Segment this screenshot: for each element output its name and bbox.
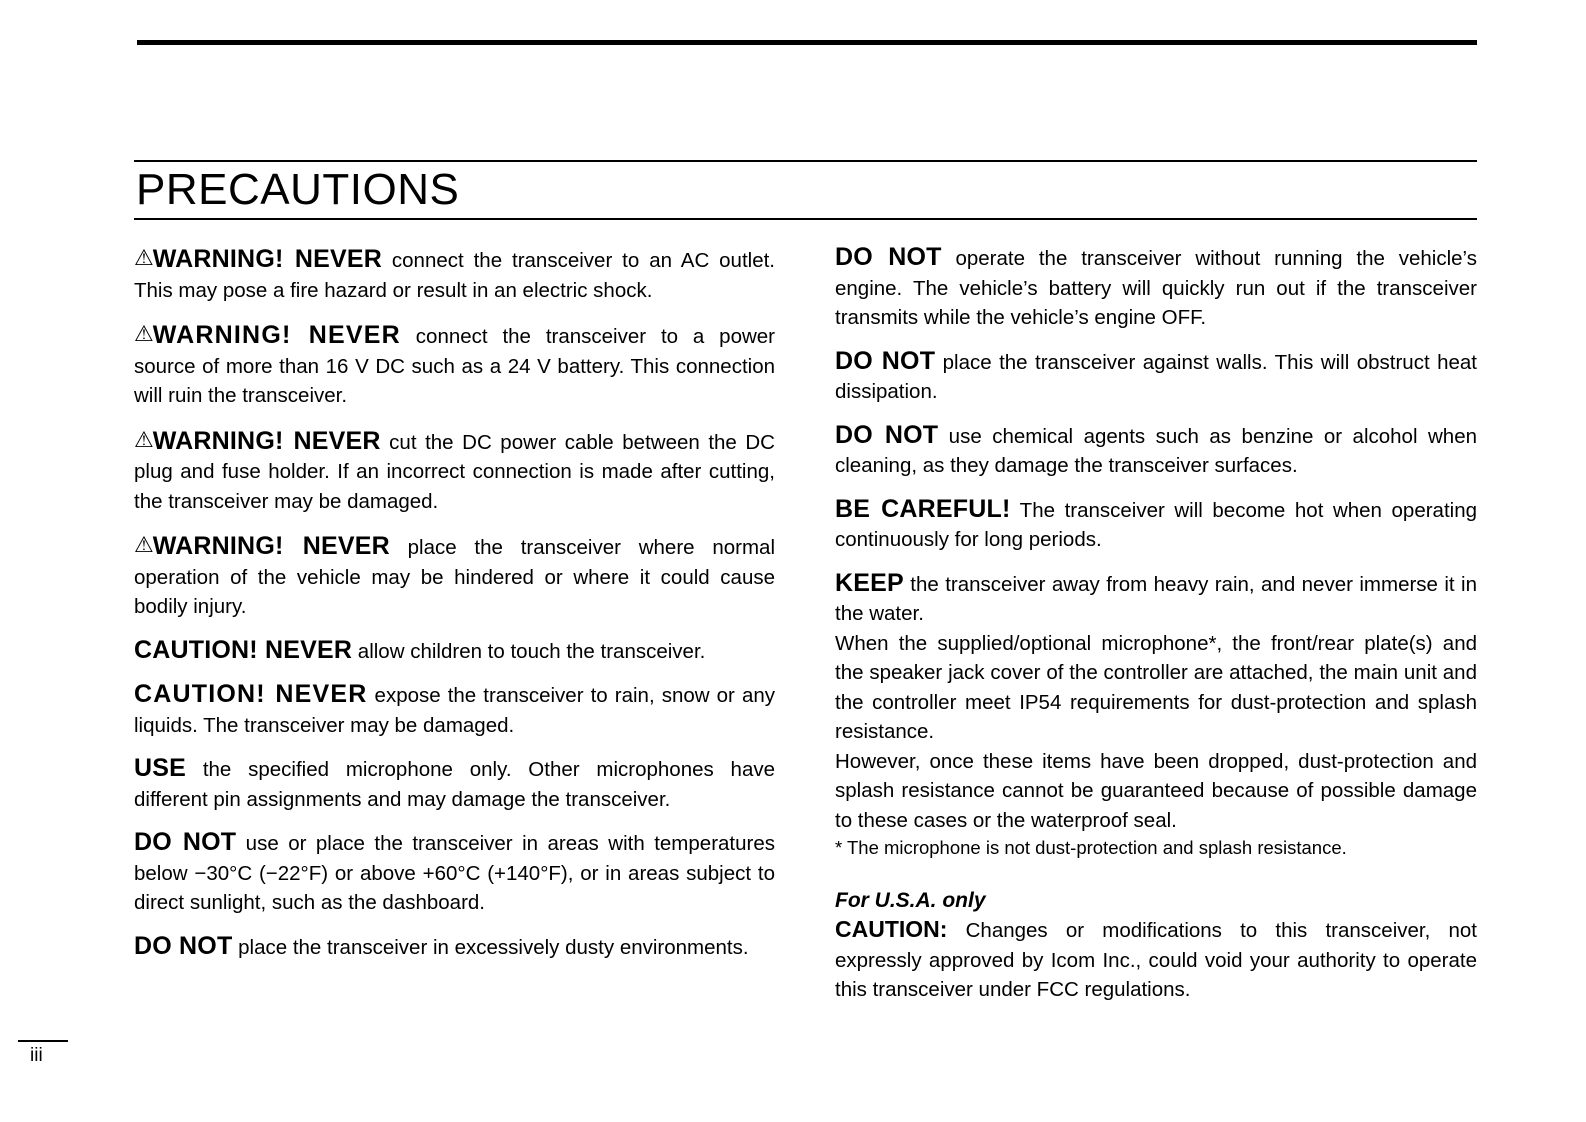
warning-triangle-icon: ⚠ bbox=[134, 426, 154, 452]
precaution-lead: DO NOT bbox=[134, 931, 233, 960]
precaution-body: place the transceiver in excessively dusty environments. bbox=[232, 935, 749, 959]
precaution-item bbox=[835, 495, 1477, 555]
precaution-item bbox=[134, 530, 775, 622]
content-columns bbox=[134, 243, 1477, 1019]
caution-label: CAUTION: bbox=[835, 916, 948, 942]
right-column bbox=[835, 243, 1477, 1019]
precaution-item bbox=[835, 347, 1477, 407]
page-title: PRECAUTIONS bbox=[136, 165, 460, 214]
left-column bbox=[134, 243, 775, 1019]
precaution-lead: CAUTION! NEVER bbox=[134, 680, 368, 708]
precaution-item bbox=[835, 421, 1477, 481]
precaution-item bbox=[134, 754, 775, 814]
precaution-body: allow children to touch the transceiver. bbox=[352, 639, 706, 663]
precaution-item bbox=[134, 425, 775, 517]
precaution-lead: DO NOT bbox=[134, 828, 237, 856]
precaution-lead: WARNING! NEVER bbox=[152, 321, 401, 349]
precaution-body: use chemical agents such as benzine or alcohol when cleaning, as they damage the transceiver surfaces. bbox=[835, 424, 1477, 477]
precaution-body: connect the transceiver to a power source of more than 16 V DC such as a 24 V battery. This connection will ruin the transceiver. bbox=[134, 325, 776, 407]
warning-triangle-icon: ⚠ bbox=[134, 532, 154, 557]
caution-body: Changes or modifications to this transceiver, not expressly approved by Icom Inc., could void your authority to operate this transceiver under FCC regulations. bbox=[835, 919, 1477, 1001]
precaution-item: When the supplied/optional microphone*, the front/rear plate(s) and the speaker jack cover of the controller are attached, the main unit and the controller meet IP54 requirements for dust-protection and splash resistance. bbox=[835, 631, 1477, 743]
precaution-body: use or place the transceiver in areas with temperatures below −30°C (−22°F) or above +60°C (+140°F), or in areas subject to direct sunlight, such as the dashboard. bbox=[134, 832, 775, 914]
folio-rule bbox=[18, 1040, 68, 1042]
precaution-body: operate the transceiver without running the vehicle’s engine. The vehicle’s battery will quickly run out if the transceiver transmits while the vehicle’s engine OFF. bbox=[835, 247, 1477, 329]
fcc-caution-item bbox=[835, 915, 1477, 1005]
precaution-lead: CAUTION! NEVER bbox=[134, 635, 353, 664]
precaution-body: the specified microphone only. Other microphones have different pin assignments and may damage the transceiver. bbox=[134, 758, 775, 811]
warning-triangle-icon: ⚠ bbox=[134, 321, 154, 346]
precaution-body: place the transceiver where normal operation of the vehicle may be hindered or where it could cause bodily injury. bbox=[134, 536, 775, 618]
precaution-body: connect the transceiver to an AC outlet. This may pose a fire hazard or result in an electric shock. bbox=[134, 249, 776, 302]
precaution-lead: DO NOT bbox=[835, 346, 936, 375]
precaution-item bbox=[134, 319, 775, 411]
precaution-body: The transceiver will become hot when operating continuously for long periods. bbox=[835, 498, 1477, 551]
top-rule-divider bbox=[137, 40, 1477, 45]
precaution-lead: USE bbox=[134, 754, 187, 782]
precaution-item bbox=[835, 569, 1477, 629]
precaution-body: cut the DC power cable between the DC plug and fuse holder. If an incorrect connection is made after cutting, the transceiver may be damaged. bbox=[134, 430, 775, 513]
precaution-lead: WARNING! NEVER bbox=[152, 245, 382, 273]
precaution-item bbox=[134, 932, 775, 963]
precaution-body: the transceiver away from heavy rain, and never immerse it in the water. bbox=[835, 572, 1477, 625]
precaution-lead: WARNING! NEVER bbox=[152, 532, 390, 560]
microphone-footnote: * The microphone is not dust-protection and splash resistance. bbox=[835, 837, 1347, 858]
precaution-item bbox=[835, 243, 1477, 333]
precaution-body: expose the transceiver to rain, snow or any liquids. The transceiver may be damaged. bbox=[134, 684, 775, 737]
precaution-lead: DO NOT bbox=[835, 243, 942, 271]
precaution-item bbox=[134, 636, 775, 667]
precaution-lead: WARNING! NEVER bbox=[152, 426, 381, 455]
precaution-item bbox=[134, 828, 775, 918]
usa-only-heading: For U.S.A. only bbox=[835, 889, 986, 912]
precaution-item bbox=[134, 243, 775, 305]
precaution-lead: KEEP bbox=[835, 568, 904, 597]
precaution-item: However, once these items have been dropped, dust-protection and splash resistance cannot be guaranteed because of possible damage to these cases or the waterproof seal. bbox=[835, 749, 1477, 832]
warning-triangle-icon: ⚠ bbox=[134, 245, 154, 270]
page-number: iii bbox=[30, 1045, 43, 1066]
precaution-body: place the transceiver against walls. This will obstruct heat dissipation. bbox=[835, 350, 1477, 403]
page-title-block bbox=[134, 160, 1477, 220]
precaution-item bbox=[134, 680, 775, 740]
precaution-lead: BE CAREFUL! bbox=[835, 494, 1011, 523]
precaution-lead: DO NOT bbox=[835, 420, 939, 449]
title-rule-bottom bbox=[134, 218, 1477, 220]
